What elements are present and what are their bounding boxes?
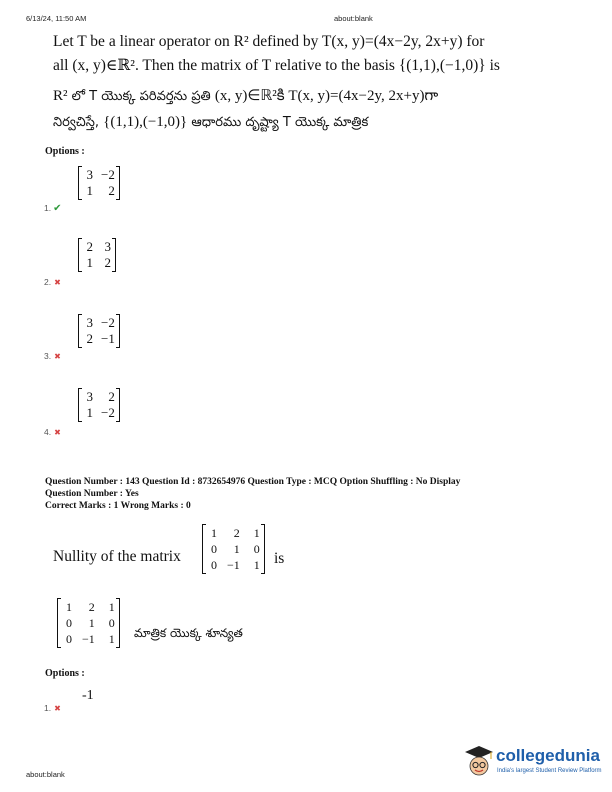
bracket-tick: [112, 271, 116, 272]
print-datetime: 6/13/24, 11:50 AM: [26, 14, 87, 23]
matrix-cell: 1: [108, 632, 115, 646]
bracket-tick: [78, 199, 82, 200]
matrix-cell: 1: [211, 526, 217, 540]
bracket-tick: [78, 388, 82, 389]
options-label: Options :: [45, 146, 85, 157]
bracket-tick: [261, 573, 265, 574]
matrix-cell: 1: [253, 558, 260, 572]
matrix-cell: 1: [88, 616, 95, 630]
matrix-cell: 2: [233, 526, 240, 540]
telugu-basis: {(1,1),(−1,0)}: [103, 114, 188, 130]
bracket-tick: [78, 314, 82, 315]
bracket-tick: [116, 421, 120, 422]
matrix-cell: 2: [86, 331, 93, 346]
bracket-tick: [116, 598, 120, 599]
matrix-cell: 3: [104, 239, 111, 254]
telugu-line2-start: నిర్వచిస్తే,: [53, 115, 100, 130]
meta-line1: Question Number : 143 Question Id : 8732654976 Question Type : MCQ Option Shuffling : No Display: [45, 477, 461, 487]
question-text-line2: all (x, y)∈ℝ². Then the matrix of T relative to the basis {(1,1),(−1,0)} is: [53, 57, 500, 74]
correct-check-icon: ✔: [53, 203, 62, 214]
matrix-cell: 0: [211, 558, 217, 572]
meta-line2: Question Number : Yes: [45, 489, 139, 499]
matrix-cell: −1: [101, 331, 115, 346]
question-text-is: is: [274, 550, 285, 567]
option-1-label: [44, 203, 61, 214]
bracket-tick: [112, 238, 116, 239]
telugu-r2: R²: [53, 88, 68, 104]
matrix-cell: 3: [86, 389, 93, 404]
option-2-label: [44, 277, 61, 287]
matrix-cell: 0: [211, 542, 217, 556]
option-3-matrix: [78, 314, 120, 348]
bracket-tick: [202, 524, 206, 525]
matrix-cell: −2: [101, 315, 115, 330]
brand-name: collegedunia: [496, 746, 600, 765]
wrong-cross-icon: ✖: [54, 278, 61, 287]
option-number: 3.: [44, 351, 52, 361]
option-1-matrix: [78, 166, 120, 200]
option-number: 1.: [44, 203, 52, 213]
option-1-value: -1: [82, 688, 94, 703]
matrix-cell: 0: [66, 616, 72, 630]
bracket-tick: [78, 166, 82, 167]
print-page-title: about:blank: [334, 14, 373, 23]
bracket-tick: [202, 573, 206, 574]
option-2-matrix: [78, 238, 116, 272]
matrix-cell: −1: [227, 558, 240, 572]
matrix-cell: 0: [66, 632, 72, 646]
matrix-cell: 3: [86, 315, 93, 330]
wrong-cross-icon: ✖: [54, 704, 61, 713]
matrix-cell: 2: [88, 600, 95, 614]
brand-tagline: India's largest Student Review Platform: [497, 768, 602, 774]
print-footer-url: about:blank: [26, 770, 65, 779]
matrix-cell: 2: [108, 389, 115, 404]
matrix-cell: 1: [108, 600, 115, 614]
question-telugu-line1: [53, 86, 438, 108]
question-text: Nullity of the matrix: [53, 548, 181, 565]
matrix-cell: 0: [108, 616, 115, 630]
matrix-cell: 1: [66, 600, 72, 614]
matrix-cell: 2: [86, 239, 93, 254]
bracket-tick: [116, 166, 120, 167]
telugu-question-matrix: [57, 598, 120, 648]
question-telugu-line2: [53, 114, 368, 133]
telugu-line1-mid: లో T యొక్క పరివర్తను ప్రతి: [71, 89, 211, 104]
question-text-line1: Let T be a linear operator on R² defined by T(x, y)=(4x−2y, 2x+y) for: [53, 33, 485, 50]
matrix-cell: 1: [86, 183, 93, 198]
graduate-mascot-icon: [464, 744, 494, 778]
telugu-question-text: మాత్రిక యొక్క శూన్యత: [134, 626, 243, 640]
telugu-line2-end: ఆధారము దృష్ట్యా T యొక్క మాత్రిక: [191, 115, 369, 130]
telugu-line1-formula: (x, y)∈ℝ²కి T(x, y)=(4x−2y, 2x+y)గా: [214, 88, 439, 104]
bracket-tick: [78, 347, 82, 348]
bracket-tick: [78, 271, 82, 272]
matrix-cell: 1: [86, 405, 93, 420]
option-3-label: [44, 351, 61, 361]
options-label: Options :: [45, 668, 85, 679]
matrix-cell: 2: [104, 255, 111, 270]
matrix-cell: 0: [253, 542, 260, 556]
matrix-cell: 3: [86, 167, 93, 182]
bracket-tick: [57, 647, 61, 648]
bracket-tick: [116, 347, 120, 348]
bracket-tick: [116, 647, 120, 648]
matrix-cell: 2: [108, 183, 115, 198]
question-matrix: [202, 524, 265, 574]
meta-line3: Correct Marks : 1 Wrong Marks : 0: [45, 501, 191, 511]
option-4-label: [44, 427, 61, 437]
bracket-tick: [116, 314, 120, 315]
option-1-label: [44, 703, 61, 713]
matrix-cell: 1: [86, 255, 93, 270]
bracket-tick: [116, 388, 120, 389]
matrix-cell: −2: [101, 405, 115, 420]
option-4-matrix: [78, 388, 120, 422]
wrong-cross-icon: ✖: [54, 428, 61, 437]
matrix-cell: 1: [253, 526, 260, 540]
option-number: 2.: [44, 277, 52, 287]
option-number: 4.: [44, 427, 52, 437]
wrong-cross-icon: ✖: [54, 352, 61, 361]
matrix-cell: 1: [233, 542, 240, 556]
bracket-tick: [116, 199, 120, 200]
bracket-tick: [78, 238, 82, 239]
collegedunia-logo: [464, 744, 612, 784]
bracket-tick: [261, 524, 265, 525]
matrix-cell: −1: [82, 632, 95, 646]
bracket-tick: [78, 421, 82, 422]
question-meta: [45, 476, 460, 512]
matrix-cell: −2: [101, 167, 115, 182]
bracket-tick: [57, 598, 61, 599]
option-number: 1.: [44, 703, 52, 713]
